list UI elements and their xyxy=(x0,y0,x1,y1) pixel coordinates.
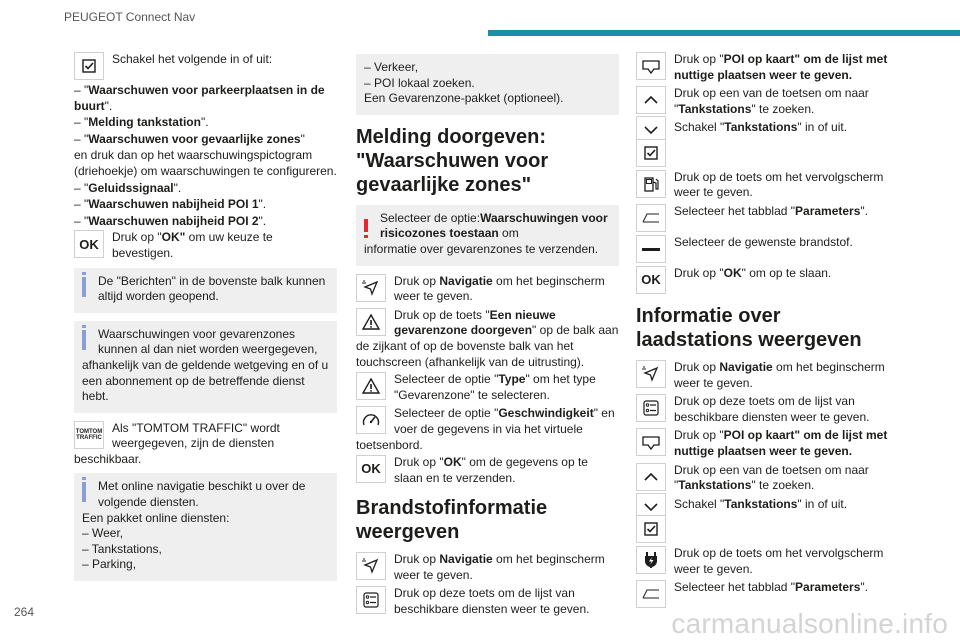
instruction-text: Druk op de toets om het vervolgscherm weer te geven. xyxy=(674,546,884,576)
instruction-text: Selecteer het tabblad "Parameters". xyxy=(674,203,868,218)
instruction-row xyxy=(674,497,899,513)
instruction-text: Schakel "Tankstations" in of uit. xyxy=(674,496,848,511)
instruction-row xyxy=(636,360,899,391)
instruction-text: Druk op een van de toetsen om naar "Tankstations" te zoeken. xyxy=(674,86,869,116)
instruction-text-continued: aan de zijkant of op de bovenste balk van het touchscreen (afhankelijk van de uitrusting). xyxy=(356,323,619,369)
note-text: Een Gevarenzone-pakket (optioneel). xyxy=(364,91,564,106)
navigation-icon xyxy=(356,274,386,302)
section-heading: Informatie over laadstations weergeven xyxy=(636,304,862,351)
ok-button-icon: OK xyxy=(636,266,666,294)
instruction-row xyxy=(74,52,337,80)
instruction-row xyxy=(636,515,899,543)
page-number: 264 xyxy=(14,605,35,619)
instruction-row xyxy=(636,394,899,425)
instruction-text: Selecteer de optie "Geschwindigkeit" en voer de gegevens in via het virtuele xyxy=(394,406,615,436)
fuel-type-bar-icon xyxy=(636,235,666,263)
running-header-title: PEUGEOT Connect Nav xyxy=(64,10,196,24)
column-1 xyxy=(74,52,337,589)
warning-triangle-icon xyxy=(356,308,386,336)
header-accent-bar xyxy=(488,30,960,36)
instruction-text: Druk op "POI op kaart" om de lijst met nuttige plaatsen weer te geven. xyxy=(674,428,888,458)
note-text: Selecteer de optie:Waarschuwingen voor risicozones toestaan om xyxy=(380,210,608,241)
note-list-item: – Weer, xyxy=(82,526,124,541)
navigation-icon xyxy=(356,552,386,580)
instruction-text: Selecteer het tabblad "Parameters". xyxy=(674,580,868,595)
instruction-row xyxy=(636,580,899,608)
poi-map-icon xyxy=(636,428,666,456)
instruction-row xyxy=(74,230,337,261)
instruction-row xyxy=(674,120,899,136)
navigation-icon xyxy=(636,360,666,388)
checkbox-icon xyxy=(74,52,104,80)
instruction-block xyxy=(356,406,619,453)
list-item: – "Waarschuwen voor gevaarlijke zones" xyxy=(74,131,305,146)
services-list-icon xyxy=(636,394,666,422)
instruction-text: Druk op de toets "Een nieuwe gevarenzone doorgeven" op de balk xyxy=(394,307,596,338)
instruction-row xyxy=(636,546,899,577)
instruction-row xyxy=(356,372,619,403)
instruction-text: Druk op deze toets om de lijst van beschikbare diensten weer te geven. xyxy=(674,394,870,424)
paragraph: en druk dan op het waarschuwingspictogram (driehoekje) om waarschuwingen te configureren. xyxy=(74,148,337,178)
ok-button-icon: OK xyxy=(356,455,386,483)
note-text: De "Berichten" in de bovenste balk kunnen altijd worden geopend. xyxy=(98,273,326,304)
instruction-row xyxy=(74,421,337,452)
list-item: – "Waarschuwen nabijheid POI 1". xyxy=(74,197,267,212)
instruction-text: Druk op een van de toetsen om naar "Tankstations" te zoeken. xyxy=(674,462,869,493)
instruction-row xyxy=(636,52,899,83)
warning-triangle-icon xyxy=(356,372,386,400)
list-item: – "Melding tankstation". xyxy=(74,115,209,130)
poi-map-icon xyxy=(636,52,666,80)
instruction-text: Selecteer de gewenste brandstof. xyxy=(674,234,853,249)
instruction-text: Druk op "OK" om op te slaan. xyxy=(674,265,832,280)
instruction-text: Druk op "OK" om de gegevens op te slaan en te verzenden. xyxy=(394,455,588,485)
instruction-text: Druk op de toets om het vervolgscherm weer te geven. xyxy=(674,169,884,200)
info-icon xyxy=(82,330,86,350)
instruction-row xyxy=(356,586,619,617)
warning-icon xyxy=(364,219,368,232)
checkbox-icon xyxy=(636,515,666,543)
list-item: – "Geluidssignaal". xyxy=(74,180,182,195)
column-3 xyxy=(636,52,899,611)
info-icon xyxy=(82,482,86,502)
tomtom-traffic-icon: TOMTOM TRAFFIC xyxy=(74,421,104,449)
instruction-text: Druk op "OK" om uw keuze te bevestigen. xyxy=(112,230,273,260)
note-text-continued: informatie over gevarenzones te verzenden. xyxy=(364,241,599,256)
instruction-text: Druk op Navigatie om het beginscherm weer te geven. xyxy=(394,273,605,304)
instruction-text: Druk op "POI op kaart" om de lijst met nuttige plaatsen weer te geven. xyxy=(674,52,888,82)
instruction-text: Selecteer de optie "Type" om het type "Gevarenzone" te selecteren. xyxy=(394,372,596,402)
instruction-row xyxy=(356,455,619,486)
checkbox-icon xyxy=(636,139,666,167)
info-icon xyxy=(82,277,86,297)
list-item: – "Waarschuwen voor parkeerplaatsen in de buurt". xyxy=(74,83,325,113)
parameters-tab-icon xyxy=(636,204,666,232)
note-list-item: – POI lokaal zoeken. xyxy=(364,75,475,90)
note-text-continued: afhankelijk van de geldende wetgeving en of u een abonnement op de betreffende dienst hebt. xyxy=(82,357,329,404)
section-heading: Brandstofinformatie weergeven xyxy=(356,497,548,544)
note-list-item: – Tankstations, xyxy=(82,541,162,556)
warning-note xyxy=(356,205,619,266)
instruction-text: Schakel "Tankstations" in of uit. xyxy=(674,120,848,135)
list-item: – "Waarschuwen nabijheid POI 2". xyxy=(74,213,267,228)
info-note xyxy=(74,473,337,581)
chevron-up-icon xyxy=(636,86,666,114)
instruction-text: Schakel het volgende in of uit: xyxy=(112,52,273,66)
instruction-text: Druk op deze toets om de lijst van beschikbare diensten weer te geven. xyxy=(394,586,590,617)
instruction-row xyxy=(356,274,619,305)
fuel-pump-icon xyxy=(636,170,666,198)
note-text: Met online navigatie beschikt u over de volgende diensten. xyxy=(98,479,306,510)
instruction-row xyxy=(636,235,899,263)
note-list-item: – Verkeer, xyxy=(364,60,419,74)
instruction-row xyxy=(636,170,899,201)
speedometer-icon xyxy=(356,406,386,434)
ok-button-icon: OK xyxy=(74,230,104,258)
note-text: Waarschuwingen voor gevarenzones kunnen al dan niet worden weergegeven, xyxy=(98,326,318,357)
note-list-item: – Parking, xyxy=(82,557,137,572)
section-heading: Melding doorgeven: "Waarschuwen voor gevaarlijke zones" xyxy=(356,125,549,196)
instruction-text: Als "TOMTOM TRAFFIC" wordt weergegeven, zijn de diensten xyxy=(112,420,280,451)
instruction-row xyxy=(636,428,899,459)
instruction-row xyxy=(356,552,619,583)
column-2 xyxy=(356,52,619,621)
parameters-tab-icon xyxy=(636,580,666,608)
watermark: carmanualsonline.info xyxy=(671,608,948,639)
instruction-text-continued: toetsenbord. xyxy=(356,437,423,452)
charging-plug-icon xyxy=(636,546,666,574)
info-note xyxy=(74,321,337,413)
info-note-continued xyxy=(356,54,619,115)
services-list-icon xyxy=(356,586,386,614)
instruction-text: Druk op Navigatie om het beginscherm weer te geven. xyxy=(674,359,885,390)
chevron-up-icon xyxy=(636,463,666,491)
paragraph: beschikbaar. xyxy=(74,451,142,466)
instruction-row xyxy=(636,139,899,167)
instruction-row xyxy=(636,266,899,294)
info-note xyxy=(74,268,337,313)
instruction-block xyxy=(356,308,619,370)
instruction-text: Druk op Navigatie om het beginscherm weer te geven. xyxy=(394,552,605,582)
note-text-continued: Een pakket online diensten: xyxy=(82,510,230,525)
instruction-row xyxy=(636,204,899,232)
